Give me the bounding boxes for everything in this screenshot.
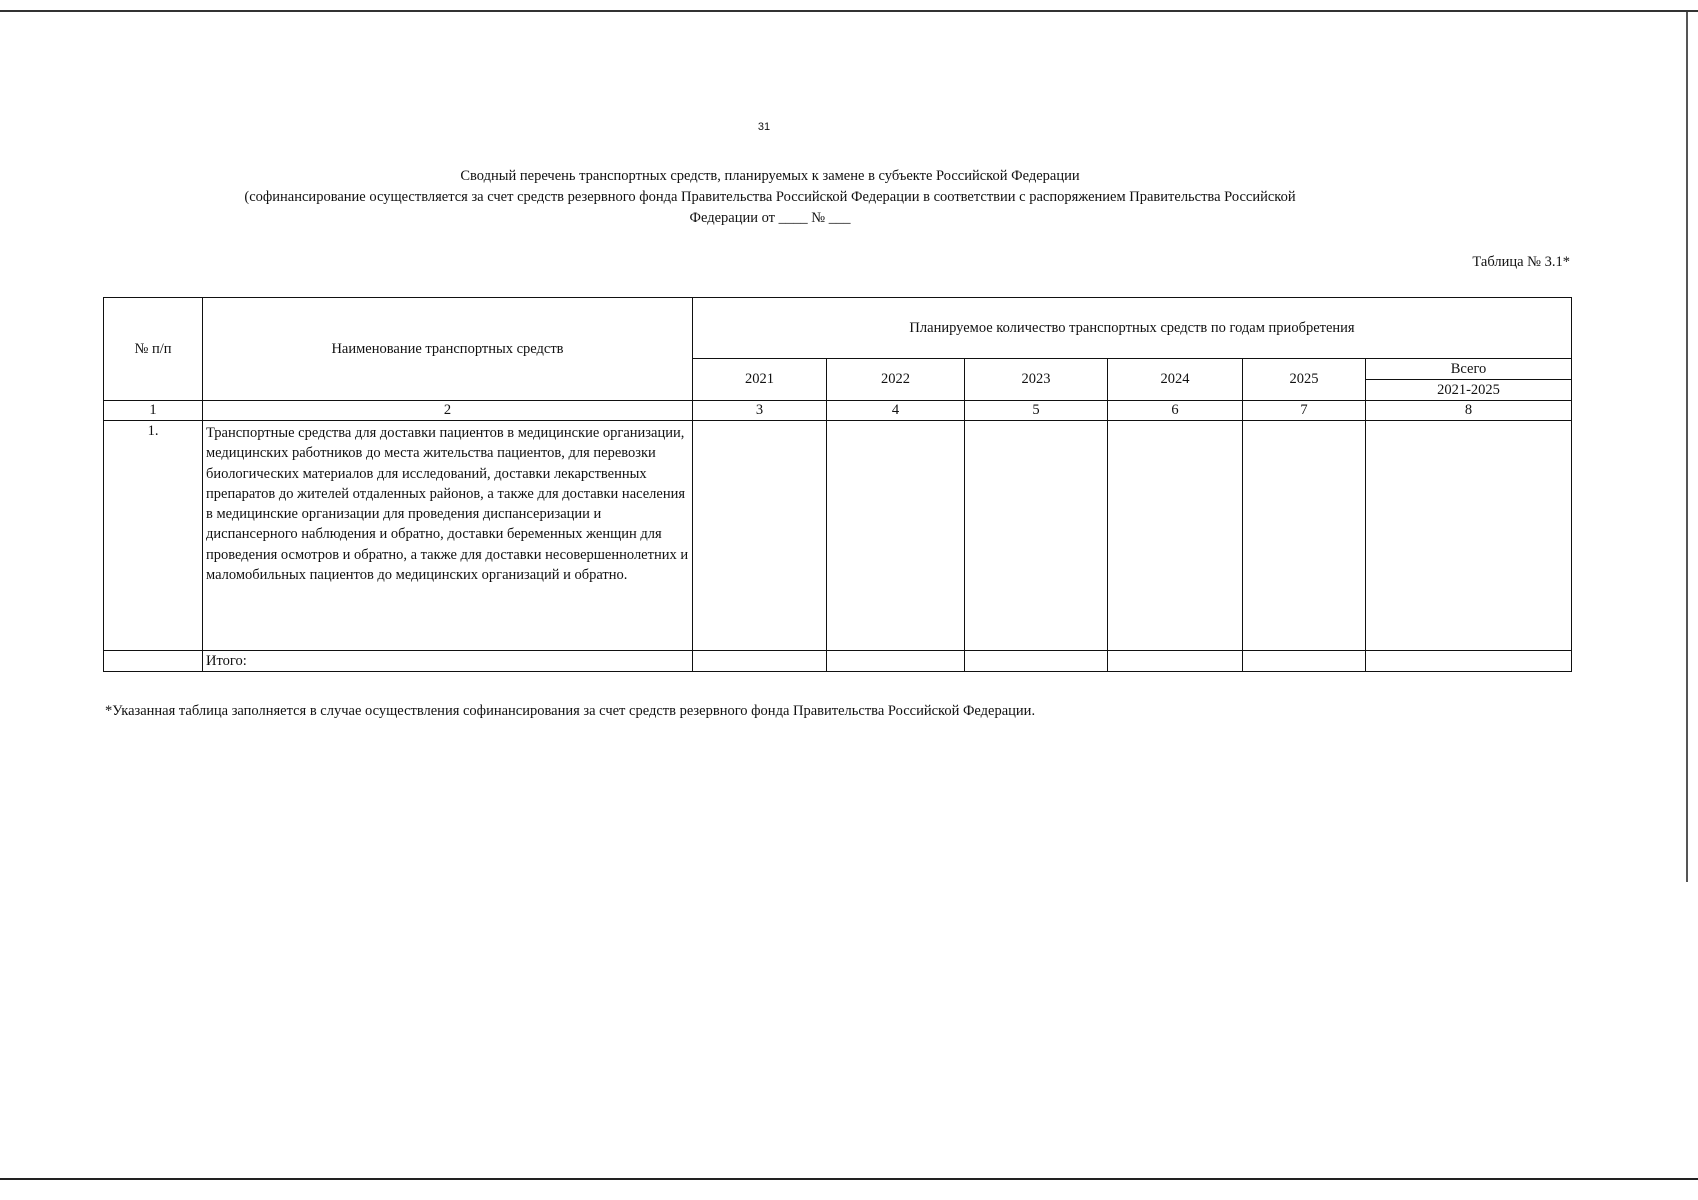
column-number: 4	[827, 401, 965, 421]
table-label: Таблица № 3.1*	[1472, 254, 1570, 270]
column-number: 8	[1366, 401, 1572, 421]
value-cell	[1366, 421, 1572, 651]
scan-bottom-edge	[0, 1178, 1698, 1180]
total-value-cell	[1366, 651, 1572, 672]
total-value-cell	[693, 651, 827, 672]
header-year: 2024	[1108, 359, 1243, 401]
column-number: 6	[1108, 401, 1243, 421]
heading-line-1: Сводный перечень транспортных средств, планируемых к замене в субъекте Российской Федерации	[460, 168, 1080, 184]
total-label: Итого:	[203, 651, 693, 672]
header-col-num: № п/п	[104, 298, 203, 401]
column-number: 2	[203, 401, 693, 421]
column-number: 5	[965, 401, 1108, 421]
heading-line-3: Федерации от ____ № ___	[689, 210, 851, 226]
header-row-1	[104, 298, 1572, 359]
vehicles-table	[103, 297, 1572, 672]
total-row	[104, 651, 1572, 672]
page-number: 31	[757, 121, 771, 133]
header-year: 2022	[827, 359, 965, 401]
vehicle-description: Транспортные средства для доставки пациентов в медицинские организации, медицинских работников до места жительства пациентов, для перевозки биологических материалов для исследований, доставки лекарственных препаратов до жителей отдаленных районов, а также для доставки населения в медицинские организации для проведения диспансеризации и диспансерного наблюдения и обратно, доставки беременных женщин для проведения осмотров и обратно, а также для доставки несовершеннолетних и маломобильных пациентов до медицинских организаций и обратно.	[203, 421, 693, 651]
total-value-cell	[1243, 651, 1366, 672]
value-cell	[1108, 421, 1243, 651]
column-number: 3	[693, 401, 827, 421]
column-number: 1	[104, 401, 203, 421]
column-numbers-row	[104, 401, 1572, 421]
header-year: 2021	[693, 359, 827, 401]
value-cell	[1243, 421, 1366, 651]
footnote: *Указанная таблица заполняется в случае осуществления софинансирования за счет средств резервного фонда Правительства Российской Федерации.	[105, 703, 1036, 719]
row-number: 1.	[104, 421, 203, 651]
scan-top-edge	[0, 0, 1698, 12]
table-row	[104, 421, 1572, 651]
header-group-planned: Планируемое количество транспортных средств по годам приобретения	[693, 298, 1572, 359]
column-number: 7	[1243, 401, 1366, 421]
total-value-cell	[1108, 651, 1243, 672]
total-value-cell	[965, 651, 1108, 672]
header-year: 2023	[965, 359, 1108, 401]
heading-line-2: (софинансирование осуществляется за счет средств резервного фонда Правительства Российской Федерации в соответствии с распоряжением Правительства Российской	[244, 189, 1296, 205]
header-total-label: Всего	[1366, 359, 1572, 380]
scan-right-edge	[1686, 12, 1688, 882]
value-cell	[827, 421, 965, 651]
header-col-name: Наименование транспортных средств	[203, 298, 693, 401]
document-heading	[100, 166, 1440, 229]
total-num-cell	[104, 651, 203, 672]
header-year: 2025	[1243, 359, 1366, 401]
value-cell	[693, 421, 827, 651]
header-total-range: 2021-2025	[1366, 380, 1572, 401]
total-value-cell	[827, 651, 965, 672]
value-cell	[965, 421, 1108, 651]
